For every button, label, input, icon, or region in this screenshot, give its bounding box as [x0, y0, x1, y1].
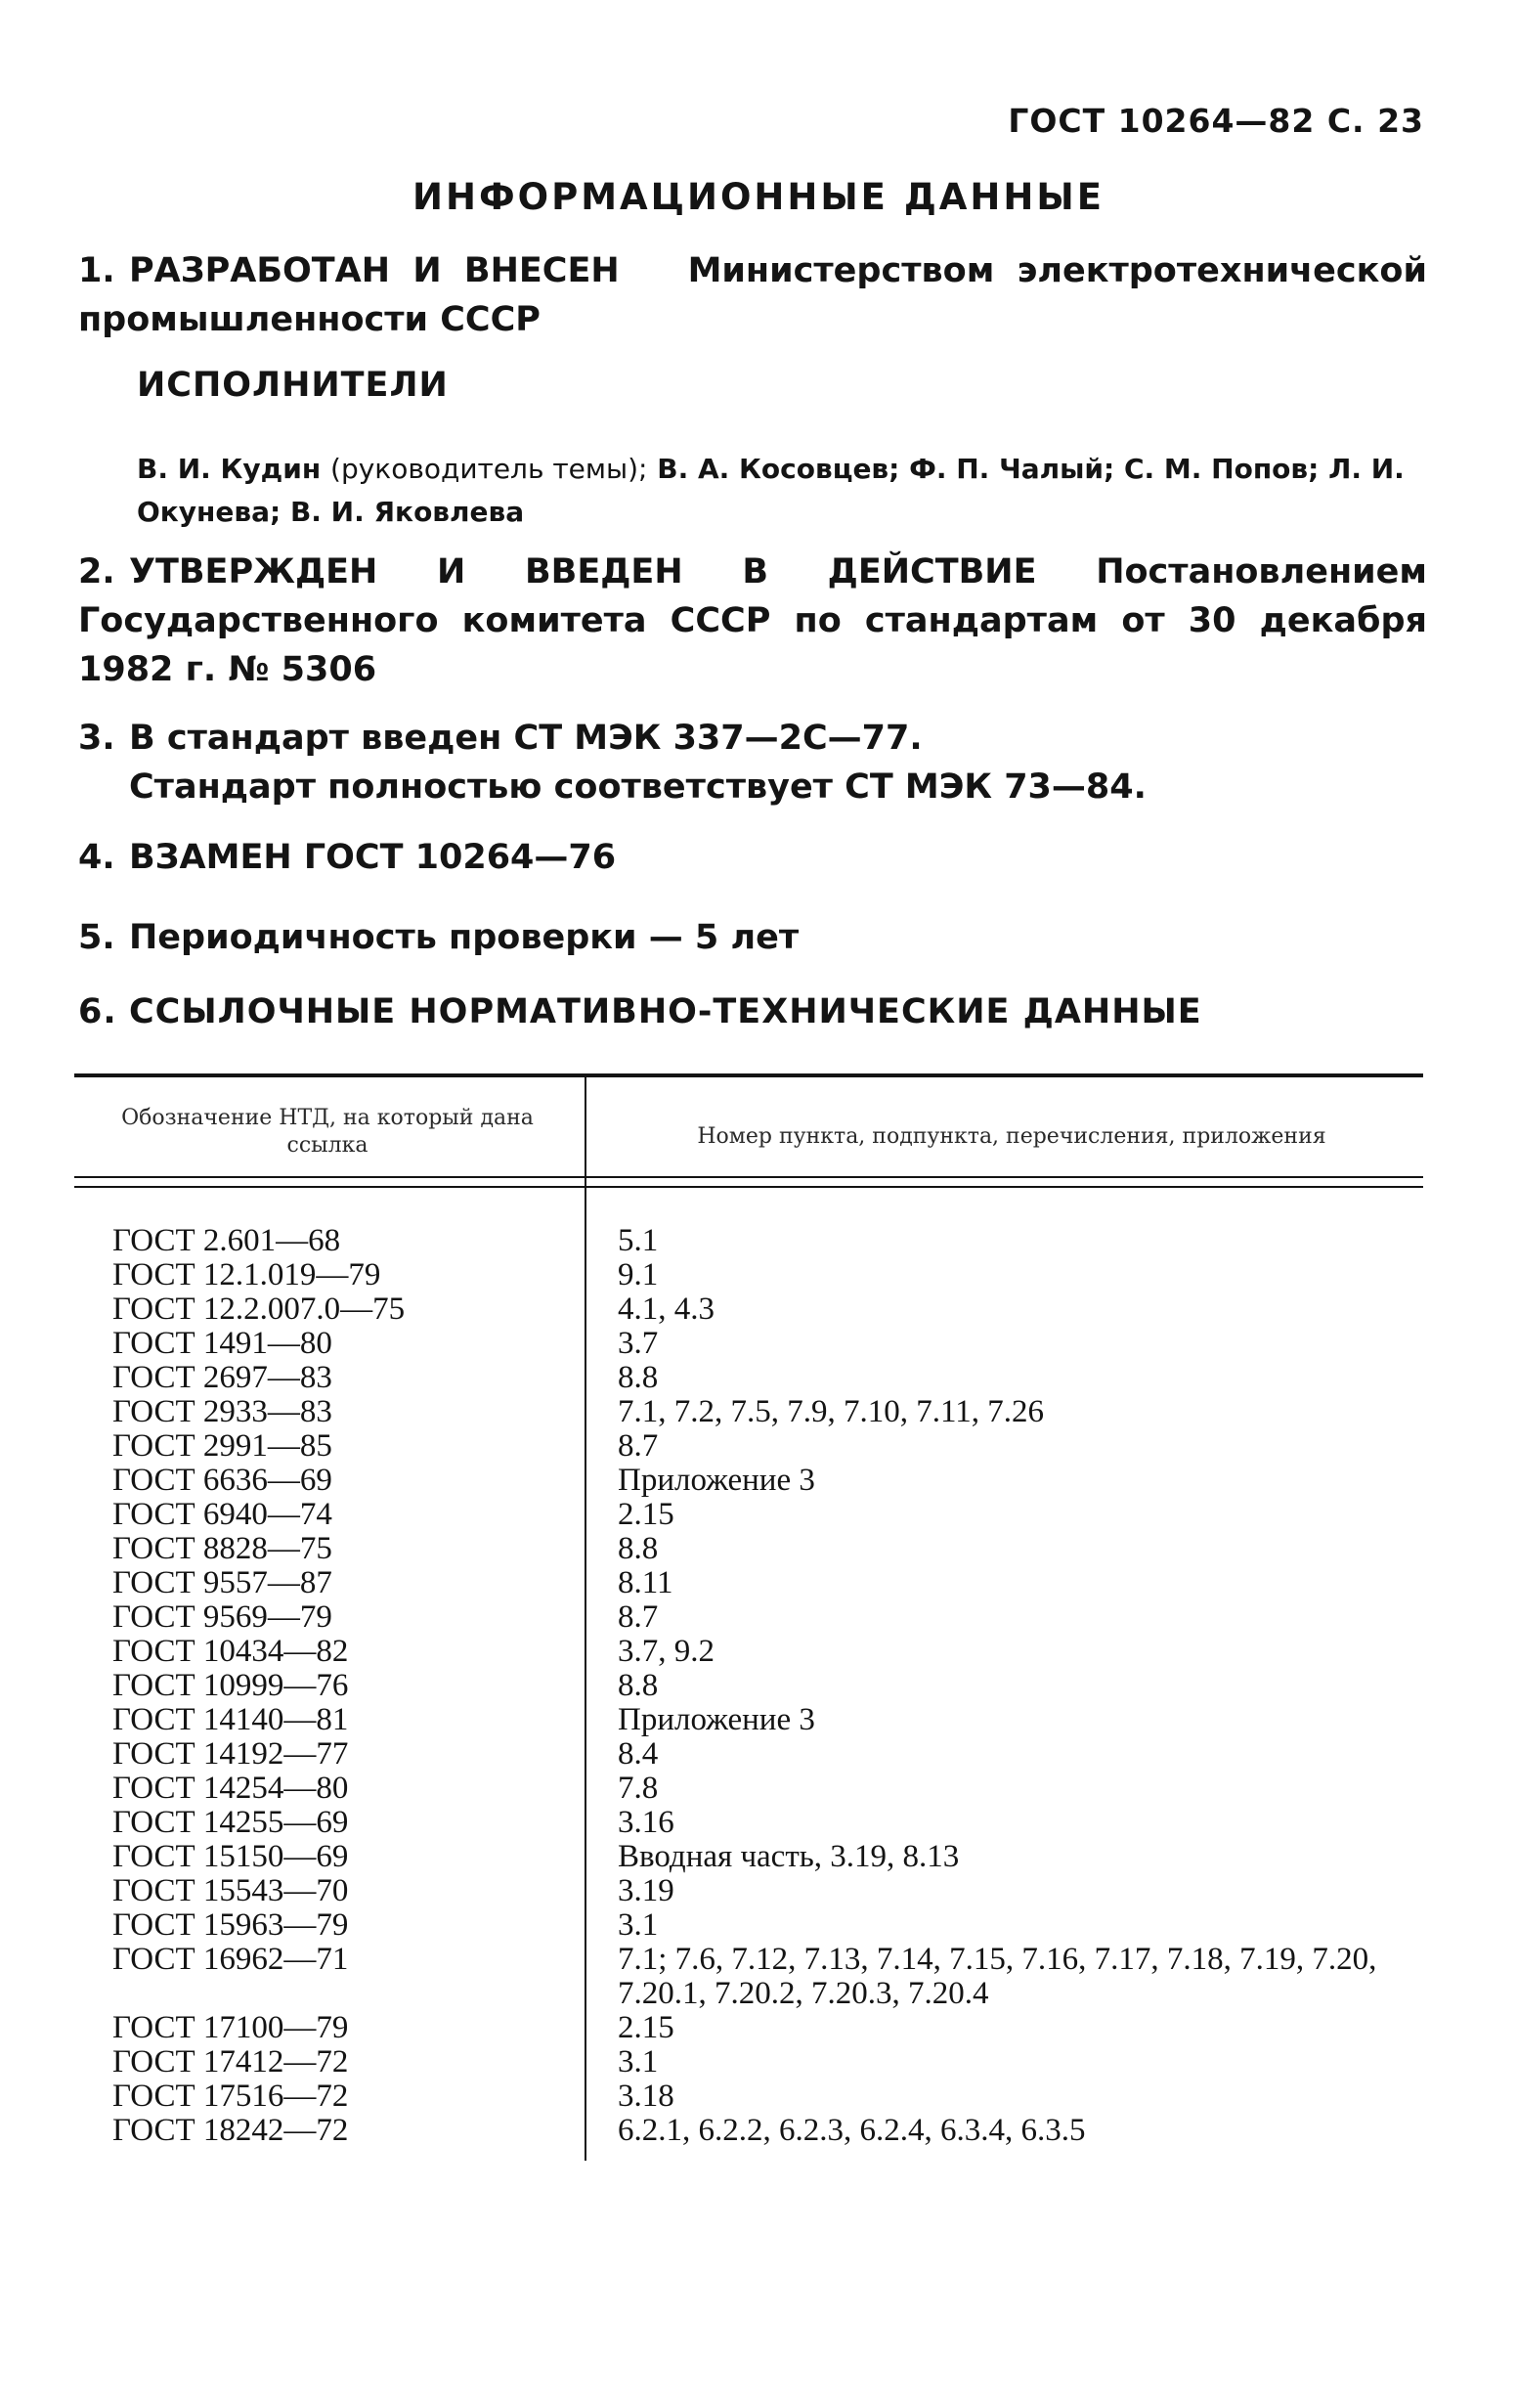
- table-row: [0, 1224, 1517, 1258]
- table-header-document: Обозначение НТД, на который дана ссылка: [121, 1106, 534, 1158]
- table-cell-document: ГОСТ 15150—69: [112, 1839, 349, 1874]
- table-row: [0, 1669, 1517, 1703]
- item-6-heading: ССЫЛОЧНЫЕ НОРМАТИВНО-ТЕХНИЧЕСКИЕ ДАННЫЕ: [129, 992, 1202, 1031]
- table-row: [0, 1943, 1517, 2011]
- table-row: [0, 2011, 1517, 2045]
- table-row: [0, 1600, 1517, 1635]
- executors-heading: ИСПОЛНИТЕЛИ: [137, 366, 449, 405]
- item-2-text: Постановлением Государственного комитета СССР по стандартам от 30 декабря 1982 г. № 5306: [78, 552, 1427, 689]
- table-row: [0, 1908, 1517, 1943]
- table-cell-document: ГОСТ 12.2.007.0—75: [112, 1292, 406, 1327]
- table-cell-reference: 8.11: [618, 1565, 673, 1600]
- table-row: [0, 1806, 1517, 1840]
- table-row: [0, 1292, 1517, 1327]
- table-row: [0, 1361, 1517, 1395]
- table-cell-document: ГОСТ 12.1.019—79: [112, 1257, 381, 1292]
- item-2: [78, 547, 1427, 694]
- table-row: [0, 1703, 1517, 1737]
- table-cell-document: ГОСТ 8828—75: [112, 1531, 332, 1566]
- table-top-rule: [74, 1073, 1423, 1077]
- table-cell-document: ГОСТ 17516—72: [112, 2079, 349, 2114]
- executors-list: [137, 448, 1427, 534]
- table-cell-document: ГОСТ 15963—79: [112, 1907, 349, 1943]
- table-cell-reference: 3.1: [618, 1907, 659, 1943]
- executor-lead-name: В. И. Кудин: [137, 453, 322, 485]
- item-4: [78, 833, 1427, 882]
- executor-names: В. А. Косовцев; Ф. П. Чалый; С. М. Попов; Л. И. Окунева; В. И. Яковлева: [137, 453, 1405, 528]
- table-cell-document: ГОСТ 2933—83: [112, 1394, 332, 1429]
- table-row: [0, 1429, 1517, 1464]
- item-1-text: Министерством электротехнической промышленности СССР: [78, 251, 1427, 339]
- table-cell-reference: 2.15: [618, 1497, 674, 1532]
- table-row: [0, 2114, 1517, 2148]
- table-cell-document: ГОСТ 9557—87: [112, 1565, 332, 1600]
- item-1-number: 1.: [78, 251, 115, 290]
- table-cell-document: ГОСТ 17412—72: [112, 2044, 349, 2080]
- item-4-number: 4.: [78, 838, 115, 877]
- table-cell-reference: 8.8: [618, 1668, 659, 1703]
- table-cell-reference: 3.18: [618, 2079, 674, 2114]
- table-cell-reference: 8.7: [618, 1599, 659, 1635]
- table-cell-document: ГОСТ 14192—77: [112, 1736, 349, 1772]
- table-row: [0, 1874, 1517, 1908]
- reference-table-body: [0, 1224, 1517, 2148]
- table-row: [0, 2080, 1517, 2114]
- table-header-rule: [74, 1176, 1423, 1178]
- item-6: [78, 987, 1427, 1036]
- table-cell-document: ГОСТ 6636—69: [112, 1463, 332, 1498]
- table-cell-reference: 7.1; 7.6, 7.12, 7.13, 7.14, 7.15, 7.16, 7.17, 7.18, 7.19, 7.20, 7.20.1, 7.20.2, 7.20.3, 7.20.4: [618, 1942, 1377, 2011]
- item-3-number: 3.: [78, 719, 115, 758]
- item-5-text: Периодичность проверки — 5 лет: [129, 918, 800, 957]
- table-cell-document: ГОСТ 2.601—68: [112, 1223, 341, 1258]
- table-cell-reference: Приложение 3: [618, 1463, 815, 1498]
- table-cell-document: ГОСТ 14255—69: [112, 1805, 349, 1840]
- table-row: [0, 1464, 1517, 1498]
- table-cell-reference: 7.1, 7.2, 7.5, 7.9, 7.10, 7.11, 7.26: [618, 1394, 1045, 1429]
- table-cell-document: ГОСТ 2991—85: [112, 1428, 332, 1464]
- item-1: [78, 246, 1427, 344]
- table-cell-document: ГОСТ 2697—83: [112, 1360, 332, 1395]
- table-cell-document: ГОСТ 16962—71: [112, 1942, 349, 1977]
- table-cell-document: ГОСТ 18242—72: [112, 2113, 349, 2148]
- table-cell-document: ГОСТ 6940—74: [112, 1497, 332, 1532]
- item-1-heading: РАЗРАБОТАН И ВНЕСЕН: [129, 251, 620, 290]
- table-row: [0, 1532, 1517, 1566]
- table-row: [0, 1737, 1517, 1772]
- item-2-number: 2.: [78, 552, 115, 591]
- table-cell-document: ГОСТ 1491—80: [112, 1326, 332, 1361]
- table-cell-reference: 3.7: [618, 1326, 659, 1361]
- item-5: [78, 913, 1427, 962]
- table-cell-reference: 3.19: [618, 1873, 674, 1908]
- table-row: [0, 1327, 1517, 1361]
- table-cell-reference: 3.7, 9.2: [618, 1634, 715, 1669]
- executor-role: (руководитель темы);: [330, 453, 648, 485]
- item-3: [78, 714, 1427, 811]
- table-cell-reference: 2.15: [618, 2010, 674, 2045]
- item-6-number: 6.: [78, 992, 117, 1031]
- document-title: ИНФОРМАЦИОННЫЕ ДАННЫЕ: [412, 176, 1105, 218]
- item-2-heading: УТВЕРЖДЕН И ВВЕДЕН В ДЕЙСТВИЕ: [129, 552, 1037, 591]
- item-3-line-1: В стандарт введен СТ МЭК 337—2С—77.: [129, 719, 923, 758]
- table-cell-reference: 8.7: [618, 1428, 659, 1464]
- table-header-rule-double: [74, 1186, 1423, 1188]
- page-reference: ГОСТ 10264—82 С. 23: [1008, 102, 1424, 140]
- table-cell-reference: 5.1: [618, 1223, 659, 1258]
- table-cell-reference: 8.4: [618, 1736, 659, 1772]
- table-row: [0, 2045, 1517, 2080]
- item-3-line-2: Стандарт полностью соответствует СТ МЭК 73—84.: [129, 767, 1147, 807]
- table-cell-reference: 9.1: [618, 1257, 659, 1292]
- table-row: [0, 1498, 1517, 1532]
- table-cell-document: ГОСТ 9569—79: [112, 1599, 332, 1635]
- table-cell-reference: 6.2.1, 6.2.2, 6.2.3, 6.2.4, 6.3.4, 6.3.5: [618, 2113, 1086, 2148]
- table-cell-reference: 4.1, 4.3: [618, 1292, 715, 1327]
- table-header-reference: Номер пункта, подпункта, перечисления, приложения: [697, 1124, 1326, 1149]
- table-cell-reference: 3.16: [618, 1805, 674, 1840]
- table-cell-reference: Вводная часть, 3.19, 8.13: [618, 1839, 960, 1874]
- table-cell-document: ГОСТ 15543—70: [112, 1873, 349, 1908]
- table-cell-reference: 3.1: [618, 2044, 659, 2080]
- table-cell-reference: 7.8: [618, 1771, 659, 1806]
- table-row: [0, 1840, 1517, 1874]
- table-row: [0, 1258, 1517, 1292]
- item-5-number: 5.: [78, 918, 115, 957]
- table-cell-reference: 8.8: [618, 1360, 659, 1395]
- table-cell-document: ГОСТ 10999—76: [112, 1668, 349, 1703]
- table-cell-document: ГОСТ 14254—80: [112, 1771, 349, 1806]
- table-cell-reference: 8.8: [618, 1531, 659, 1566]
- table-cell-document: ГОСТ 14140—81: [112, 1702, 349, 1737]
- table-cell-document: ГОСТ 10434—82: [112, 1634, 349, 1669]
- table-cell-document: ГОСТ 17100—79: [112, 2010, 349, 2045]
- table-row: [0, 1635, 1517, 1669]
- table-row: [0, 1566, 1517, 1600]
- item-4-text: ВЗАМЕН ГОСТ 10264—76: [129, 838, 617, 877]
- table-cell-reference: Приложение 3: [618, 1702, 815, 1737]
- table-row: [0, 1772, 1517, 1806]
- table-row: [0, 1395, 1517, 1429]
